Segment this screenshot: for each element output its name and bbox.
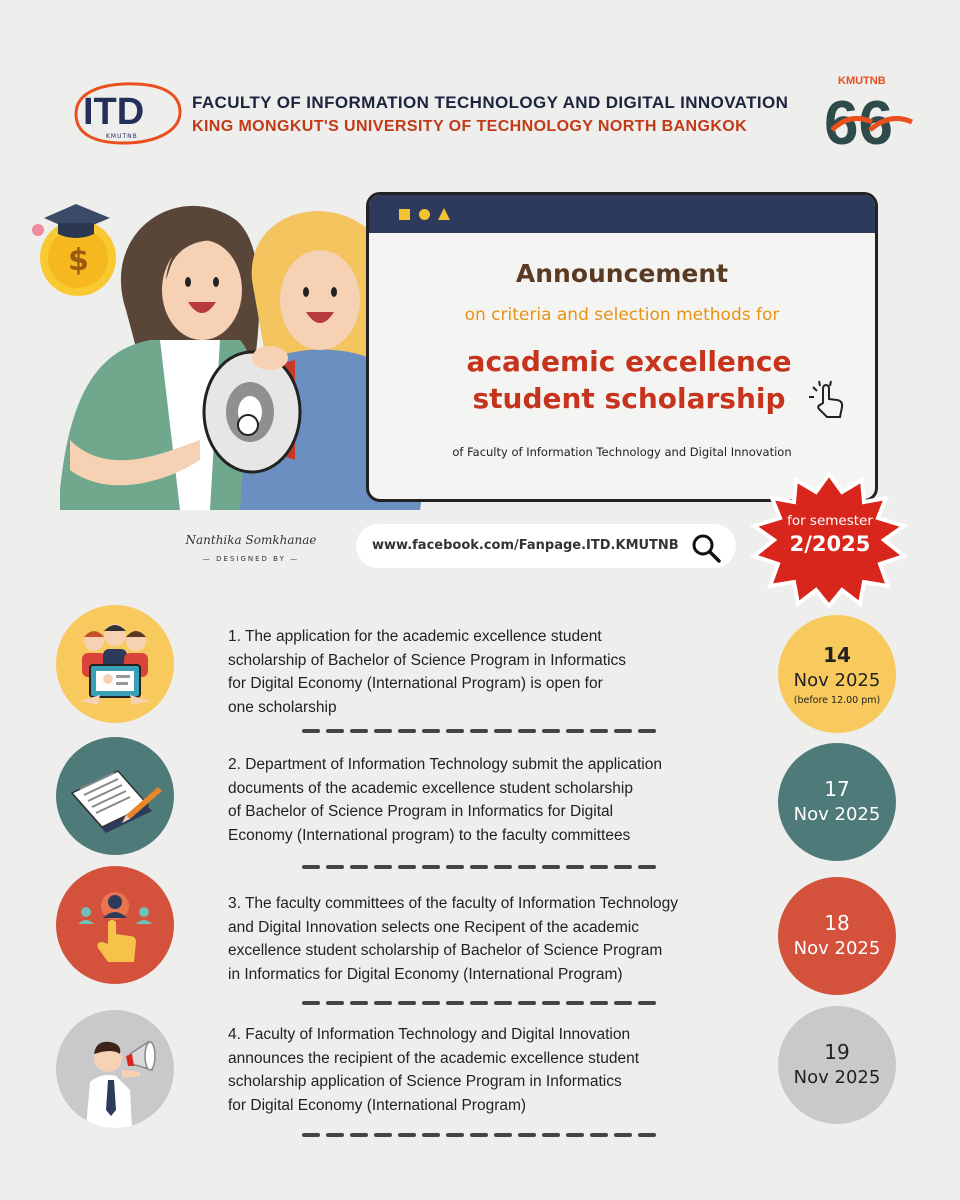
kmutnb-66-logo [820, 72, 920, 160]
step-2-date [778, 743, 896, 861]
facebook-url[interactable]: www.facebook.com/Fanpage.ITD.KMUTNB [372, 538, 679, 553]
announcement-subtitle: on criteria and selection methods for [464, 305, 780, 325]
kmutnb-logo-text: KMUTNB [838, 75, 886, 87]
step-1-text [228, 625, 626, 719]
step-3-line-1: 3. The faculty committees of the faculty of Information Technology [228, 895, 679, 912]
step-1-date-note: (before 12.00 pm) [793, 694, 881, 706]
itd-logo-letters: ITD [83, 91, 145, 133]
step-1-date [778, 615, 896, 733]
step-4-line-2: announces the recipient of the academic excellence student [228, 1049, 640, 1067]
step-4-line-3: scholarship application of Science Program in Informatics [228, 1073, 622, 1090]
step-2-date-month: Nov 2025 [793, 804, 881, 825]
dashed-divider [300, 862, 660, 872]
semester-value: 2/2025 [789, 532, 871, 556]
window-titlebar [369, 195, 875, 233]
announcement-main-line2: student scholarship [472, 382, 786, 415]
step-1-date-month: Nov 2025 [793, 669, 881, 691]
dashed-divider [300, 998, 660, 1008]
designer-credit [176, 533, 326, 569]
search-icon[interactable] [690, 532, 722, 564]
step-1-line-3: for Digital Economy (International Program) is open for [228, 675, 603, 692]
step-3-text [228, 892, 678, 986]
step-4-date-month: Nov 2025 [793, 1067, 881, 1088]
step-3-line-2: and Digital Innovation selects one Recipent of the academic [228, 918, 639, 936]
itd-logo-small: KMUTNB [106, 133, 138, 140]
circle-icon [419, 209, 430, 220]
click-hand-icon [805, 379, 849, 423]
step-2-icon-circle [56, 737, 174, 855]
select-person-icon [56, 866, 174, 984]
step-4-date-day: 19 [824, 1040, 850, 1064]
university-name: KING MONGKUT'S UNIVERSITY OF TECHNOLOGY NORTH BANGKOK [192, 118, 748, 135]
dashed-divider [300, 1130, 660, 1140]
triangle-icon [438, 208, 450, 220]
step-2-line-2: documents of the academic excellence student scholarship [228, 779, 633, 797]
team-candidates-icon [56, 605, 174, 723]
svg-text:$: $ [68, 243, 89, 278]
step-1-date-day: 14 [823, 642, 851, 667]
coin-graduation-icon [32, 204, 116, 296]
announcement-faculty: of Faculty of Information Technology and Digital Innovation [452, 445, 792, 459]
step-4-icon-circle [56, 1010, 174, 1128]
step-1-line-2: scholarship of Bachelor of Science Program in Informatics [228, 651, 627, 669]
facebook-url-bar[interactable] [356, 524, 736, 568]
step-3-date [778, 877, 896, 995]
dashed-divider [300, 726, 660, 736]
step-1-line-1: 1. The application for the academic excellence student [228, 628, 602, 645]
step-2-line-4: Economy (International program) to the faculty committees [228, 826, 631, 844]
announcement-main-line1: academic excellence [466, 345, 792, 378]
semester-label: for semester [787, 513, 873, 529]
step-3-line-4: in Informatics for Digital Economy (International Program) [228, 965, 623, 983]
step-2-line-3: of Bachelor of Science Program in Informatics for Digital [228, 803, 614, 820]
step-1-line-4: one scholarship [228, 698, 337, 716]
step-3-icon-circle [56, 866, 174, 984]
announcement-window [366, 192, 878, 502]
step-2-text [228, 753, 662, 847]
step-4-line-4: for Digital Economy (International Program) [228, 1096, 527, 1114]
announcement-title: Announcement [515, 259, 729, 288]
step-2-date-day: 17 [824, 777, 850, 801]
step-4-date [778, 1006, 896, 1124]
step-3-date-month: Nov 2025 [793, 938, 881, 959]
step-4-line-1: 4. Faculty of Information Technology and Digital Innovation [228, 1026, 631, 1043]
square-icon [399, 209, 410, 220]
kmutnb-logo-number: 66 [824, 89, 893, 158]
step-1-icon-circle [56, 605, 174, 723]
designed-by-label: — DESIGNED BY — [202, 555, 300, 563]
megaphone-man-icon [56, 1010, 174, 1128]
step-2-line-1: 2. Department of Information Technology submit the application [228, 756, 662, 773]
designer-signature: Nanthika Somkhanae [185, 533, 317, 547]
faculty-name: FACULTY OF INFORMATION TECHNOLOGY AND DIGITAL INNOVATION [192, 93, 789, 112]
announcement-main-heading [429, 343, 829, 417]
documents-icon [56, 737, 174, 855]
itd-logo [66, 80, 182, 146]
step-3-line-3: excellence student scholarship of Bachelor of Science Program [228, 942, 663, 959]
step-4-text [228, 1023, 639, 1117]
step-3-date-day: 18 [824, 911, 850, 935]
